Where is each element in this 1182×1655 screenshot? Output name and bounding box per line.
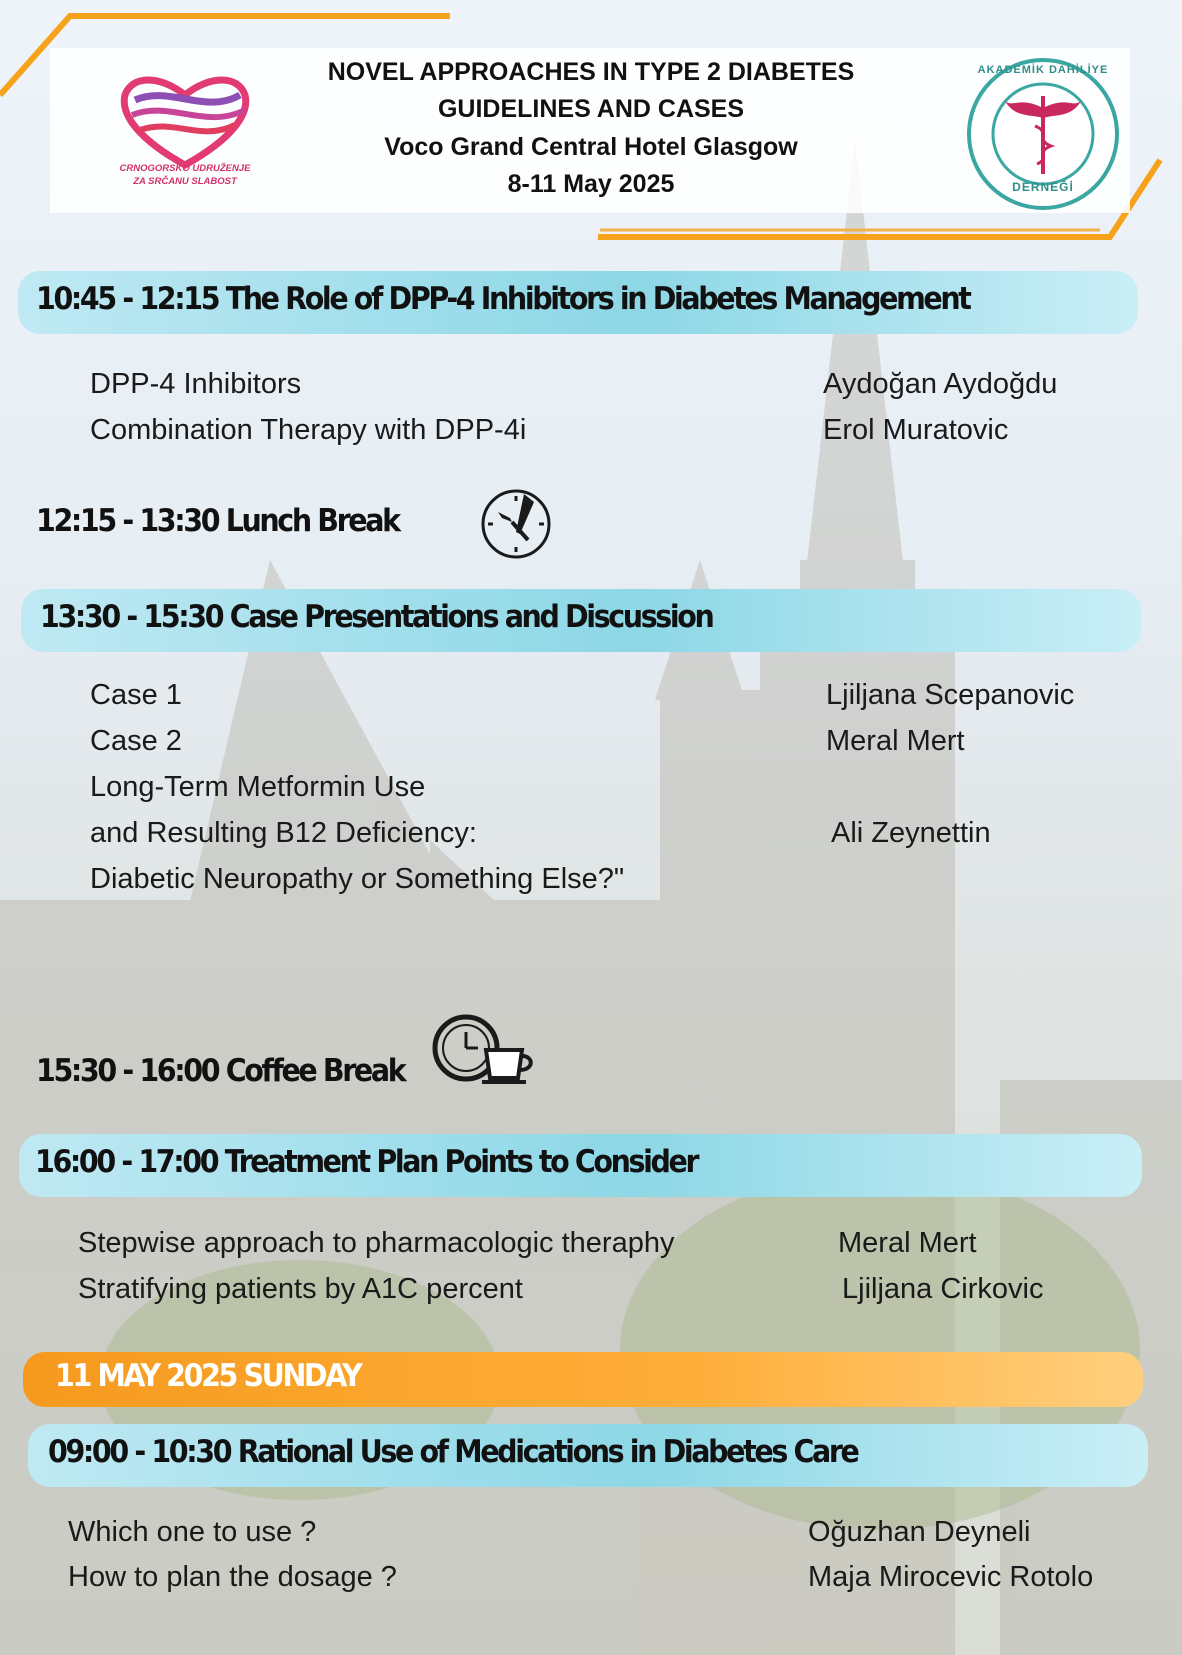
clock-fork-knife-icon: [476, 484, 556, 564]
session-topic: Stepwise approach to pharmacologic theraphy: [78, 1227, 675, 1259]
session-title: 16:00 - 17:00 Treatment Plan Points to Consider: [35, 1144, 698, 1180]
session-topic: Long-Term Metformin Use: [90, 771, 426, 803]
session-topic: Case 2: [90, 725, 182, 757]
session-topic: Which one to use ?: [68, 1516, 317, 1548]
event-dates: 8-11 May 2025: [507, 170, 675, 198]
session-speaker: Erol Muratovic: [823, 414, 1009, 446]
session-speaker: Maja Mirocevic Rotolo: [808, 1561, 1094, 1593]
session-title: 09:00 - 10:30 Rational Use of Medications in Diabetes Care: [48, 1434, 858, 1470]
session-topic: Stratifying patients by A1C percent: [78, 1273, 523, 1305]
left-logo-text-2: ZA SRČANU SLABOST: [133, 176, 237, 187]
session-topic: How to plan the dosage ?: [68, 1561, 397, 1593]
session-speaker: Oğuzhan Deyneli: [808, 1516, 1031, 1548]
right-logo-text-bottom: DERNEĞİ: [1012, 180, 1074, 194]
session-title: 10:45 - 12:15 The Role of DPP-4 Inhibitors in Diabetes Management: [36, 281, 970, 317]
session-speaker: Ljiljana Scepanovic: [826, 679, 1075, 711]
session-topic: DPP-4 Inhibitors: [90, 368, 302, 400]
session-topic: Combination Therapy with DPP-4i: [90, 414, 527, 446]
coffee-break-label: 15:30 - 16:00 Coffee Break: [36, 1053, 405, 1089]
right-logo-text-top: AKADEMİK DAHİLİYE: [977, 64, 1109, 76]
event-venue: Voco Grand Central Hotel Glasgow: [384, 133, 798, 161]
session-speaker: Meral Mert: [838, 1227, 977, 1259]
event-title-line1: NOVEL APPROACHES IN TYPE 2 DIABETES: [327, 58, 855, 86]
day-banner-label: 11 MAY 2025 SUNDAY: [55, 1358, 361, 1394]
session-topic: Diabetic Neuropathy or Something Else?": [90, 863, 625, 895]
session-speaker: Ali Zeynettin: [831, 817, 991, 849]
left-logo-text-1: CRNOGORSKO UDRUŽENJE: [119, 163, 251, 174]
session-speaker: Meral Mert: [826, 725, 965, 757]
session-title: 13:30 - 15:30 Case Presentations and Discussion: [40, 599, 713, 635]
lunch-break-label: 12:15 - 13:30 Lunch Break: [36, 503, 399, 539]
clock-coffee-cup-icon: [430, 1010, 540, 1090]
session-speaker: Aydoğan Aydoğdu: [823, 368, 1058, 400]
event-title-line2: GUIDELINES AND CASES: [437, 95, 745, 123]
session-topic: and Resulting B12 Deficiency:: [90, 817, 477, 849]
session-topic: Case 1: [90, 679, 182, 711]
session-speaker: Ljiljana Cirkovic: [842, 1273, 1044, 1305]
